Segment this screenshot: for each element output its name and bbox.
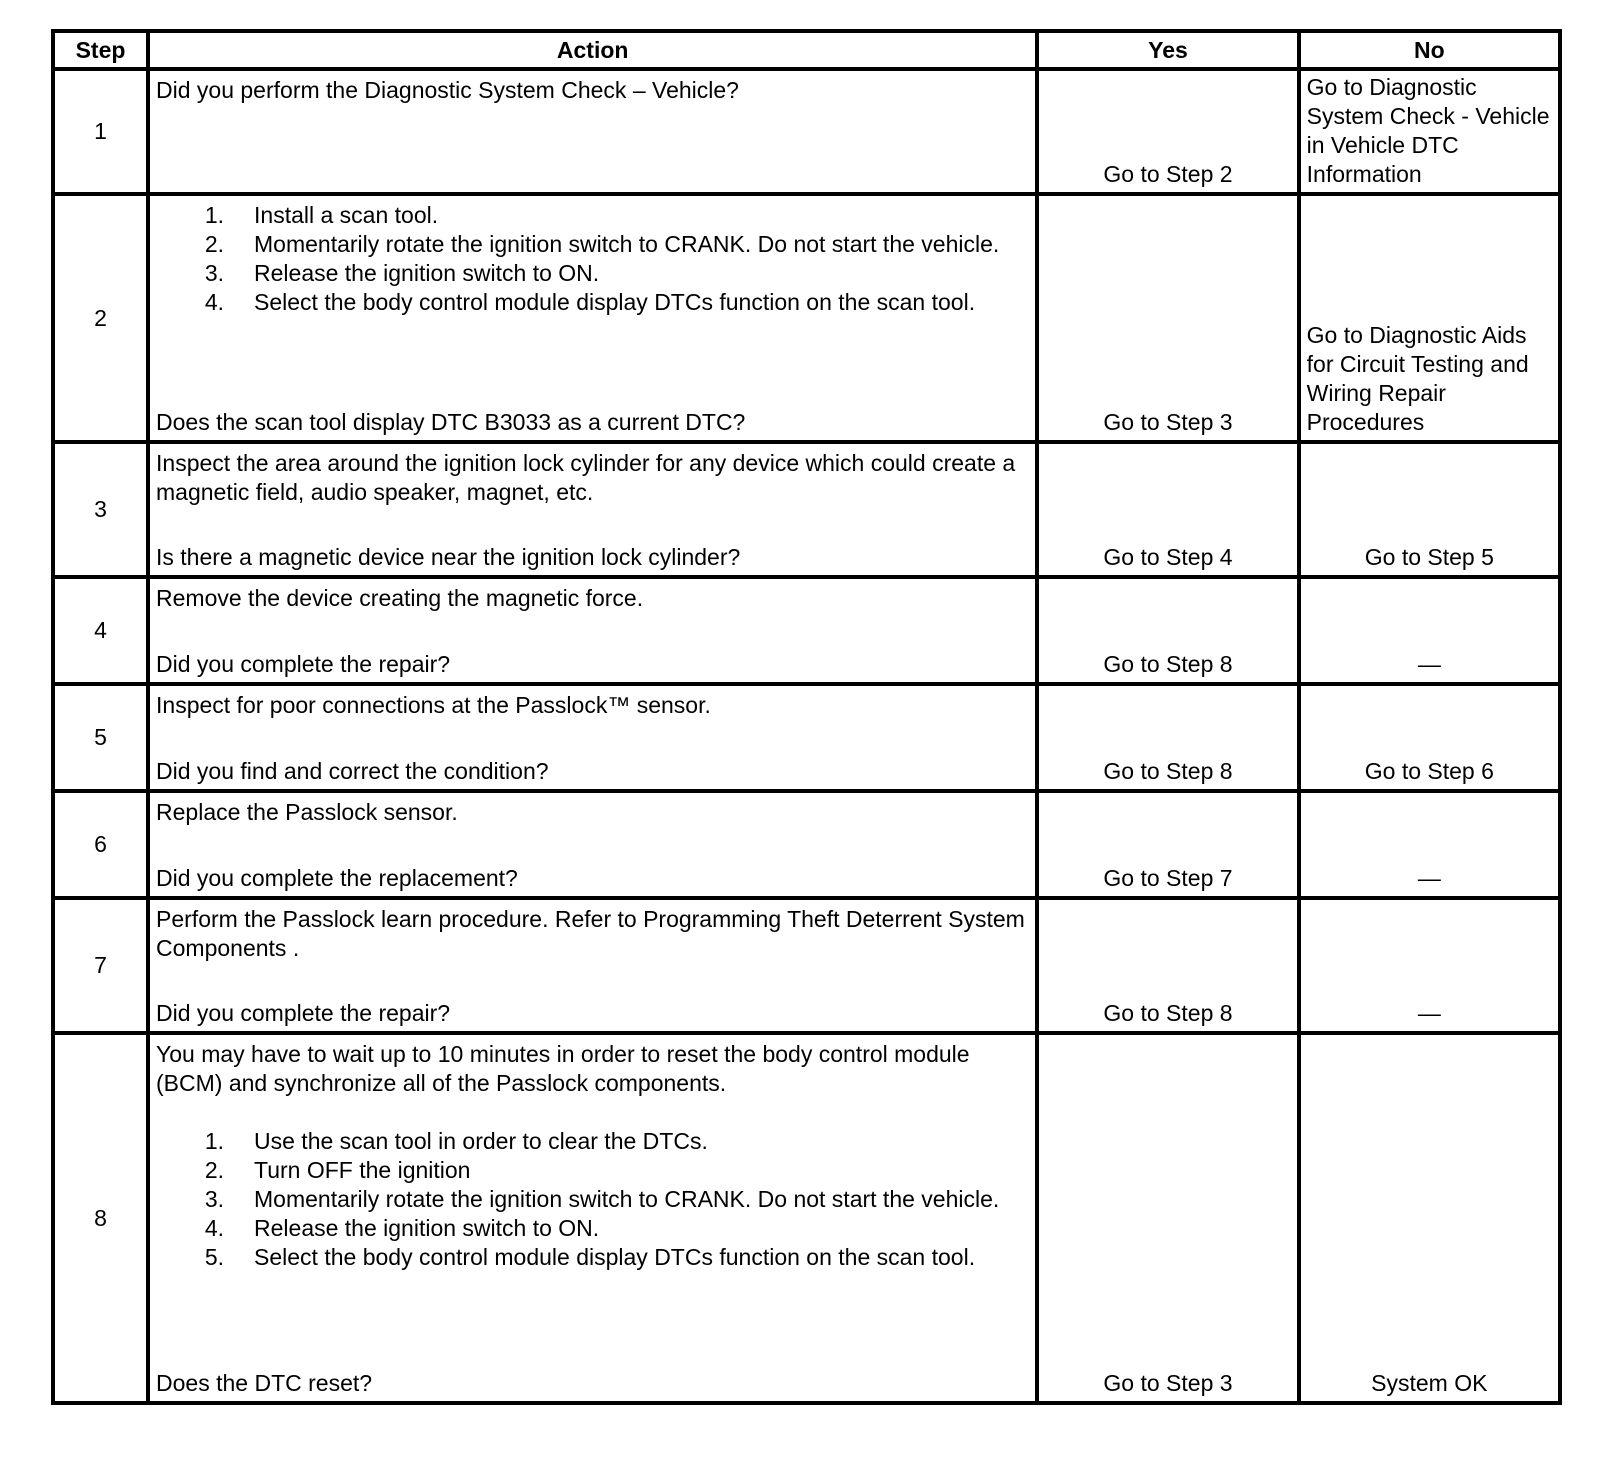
header-step: Step [53,31,148,69]
table-row [53,442,1560,577]
action-question: Does the DTC reset? [156,1370,373,1396]
action-cell [148,1033,1037,1403]
list-item: 2. Turn OFF the ignition [204,1157,471,1183]
list-item: 4. Release the ignition switch to ON. [204,1215,600,1241]
list-item: 4. Select the body control module display DTCs function on the scan tool. [204,289,976,315]
action-text: Replace the Passlock sensor. [156,799,458,825]
step-number: 2 [53,194,148,442]
header-action: Action [148,31,1037,69]
table-row [53,194,1560,442]
action-cell [148,69,1037,194]
yes-result: Go to Step 8 [1037,684,1298,791]
step-number: 3 [53,442,148,577]
procedure-list [156,201,1029,317]
yes-result: Go to Step 4 [1037,442,1298,577]
no-result: Go to Step 6 [1299,684,1560,791]
yes-result: Go to Step 3 [1037,194,1298,442]
list-item: 1. Install a scan tool. [204,202,439,228]
action-text: Remove the device creating the magnetic force. [156,585,644,611]
header-yes: Yes [1037,31,1298,69]
step-number: 1 [53,69,148,194]
action-question: Did you find and correct the condition? [156,758,549,784]
yes-result: Go to Step 3 [1037,1033,1298,1403]
action-cell [148,684,1037,791]
no-result: Go to Diagnostic System Check - Vehicle in Vehicle DTC Information [1299,69,1560,194]
table-row [53,69,1560,194]
action-cell [148,577,1037,684]
action-text: You may have to wait up to 10 minutes in order to reset the body control module (BCM) and synchronize all of the Passlock components. [156,1041,970,1096]
no-result: Go to Step 5 [1299,442,1560,577]
action-question: Did you complete the replacement? [156,865,518,891]
yes-result: Go to Step 7 [1037,791,1298,898]
step-number: 4 [53,577,148,684]
procedure-list [156,1127,1029,1272]
no-result: — [1299,577,1560,684]
list-item: 5. Select the body control module display DTCs function on the scan tool. [204,1244,976,1270]
table-row [53,684,1560,791]
no-result: Go to Diagnostic Aids for Circuit Testing and Wiring Repair Procedures [1299,194,1560,442]
yes-result: Go to Step 2 [1037,69,1298,194]
action-question: Did you complete the repair? [156,651,451,677]
yes-result: Go to Step 8 [1037,577,1298,684]
action-cell [148,442,1037,577]
action-question: Did you complete the repair? [156,1000,451,1026]
list-item: 1. Use the scan tool in order to clear the DTCs. [204,1128,708,1154]
action-cell [148,898,1037,1033]
step-number: 7 [53,898,148,1033]
table-row [53,898,1560,1033]
no-result: — [1299,898,1560,1033]
diagnostic-table [51,29,1562,1405]
table-row [53,577,1560,684]
list-item: 3. Release the ignition switch to ON. [204,260,600,286]
action-question: Is there a magnetic device near the ignition lock cylinder? [156,544,741,570]
step-number: 5 [53,684,148,791]
table-row [53,1033,1560,1403]
list-item: 3. Momentarily rotate the ignition switch to CRANK. Do not start the vehicle. [204,1186,1000,1212]
action-text: Perform the Passlock learn procedure. Refer to Programming Theft Deterrent System Components . [156,906,1025,961]
yes-result: Go to Step 8 [1037,898,1298,1033]
step-number: 8 [53,1033,148,1403]
no-result: System OK [1299,1033,1560,1403]
action-cell [148,194,1037,442]
action-cell [148,791,1037,898]
action-text: Inspect for poor connections at the Passlock™ sensor. [156,692,711,718]
step-number: 6 [53,791,148,898]
table-row [53,791,1560,898]
no-result: — [1299,791,1560,898]
action-text: Inspect the area around the ignition lock cylinder for any device which could create a magnetic field, audio speaker, magnet, etc. [156,450,1016,505]
list-item: 2. Momentarily rotate the ignition switch to CRANK. Do not start the vehicle. [204,231,1000,257]
table-header-row [53,31,1560,69]
action-question: Does the scan tool display DTC B3033 as a current DTC? [156,409,746,435]
header-no: No [1299,31,1560,69]
action-text: Did you perform the Diagnostic System Check – Vehicle? [156,77,739,103]
